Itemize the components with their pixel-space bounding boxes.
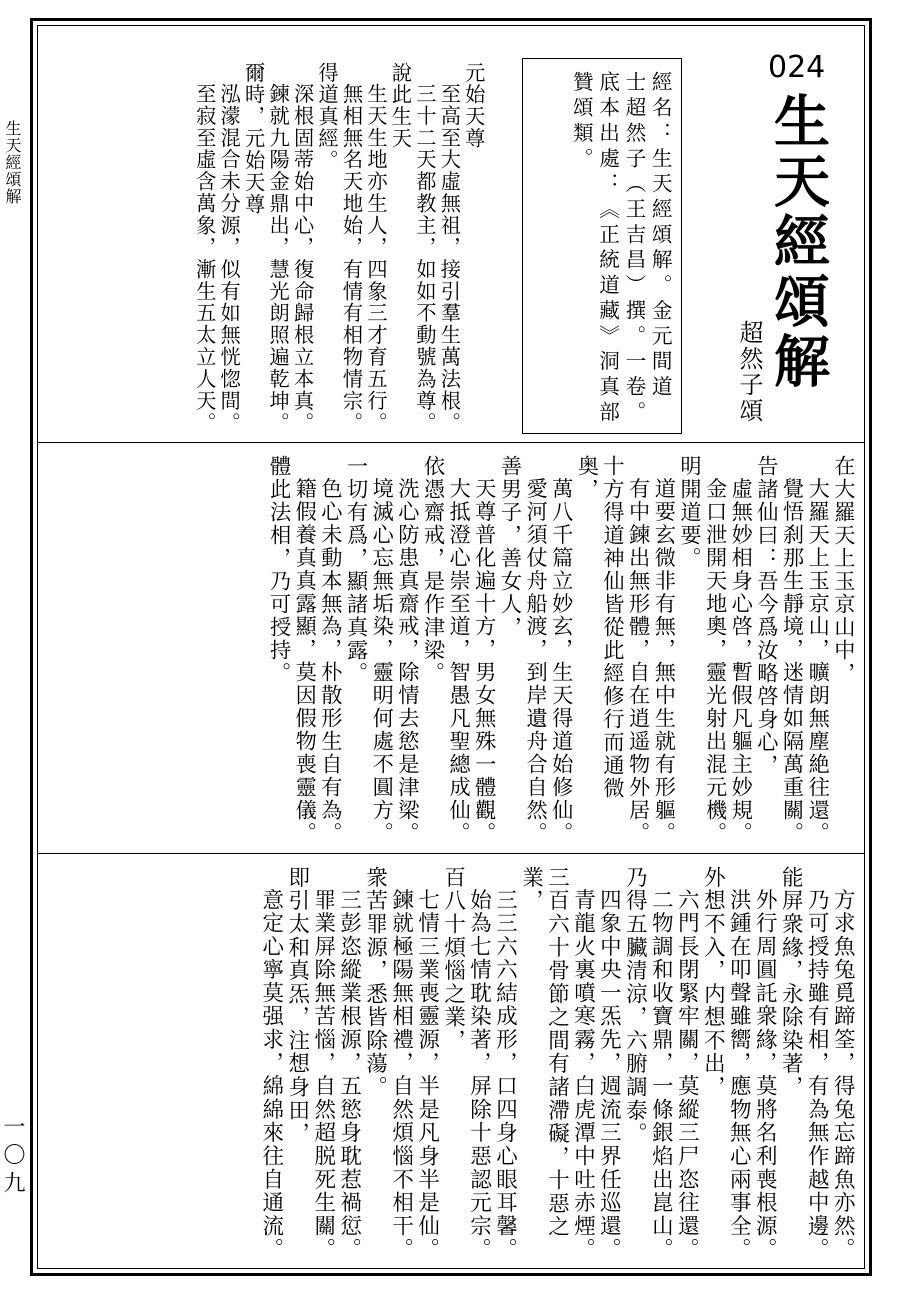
heading-line: 即引太和真炁，注想身田， <box>284 866 310 1146</box>
heading-line: 告諸仙曰：吾今爲汝略啓身心， <box>753 455 779 777</box>
verse-line: 二物調和收寶鼎，一條銀焰出崑山。 <box>648 888 674 1261</box>
verse-line: 大羅天上玉京山，曠朗無塵絶往還。 <box>804 477 830 845</box>
verse-line: 深根固蒂始中心，復命歸根立本真。 <box>290 83 314 434</box>
verse-line: 四象中央一炁先，週流三界任巡還。 <box>596 888 622 1261</box>
heading-line: 爾時，元始天尊 <box>241 62 265 216</box>
heading-line: 說此生天 <box>387 62 412 150</box>
heading-line: 乃得五臟清涼，六腑調泰。 <box>622 866 648 1146</box>
verse-line: 六門長閉緊牢關，莫縱三尸恣往還。 <box>674 888 700 1261</box>
verse-line: 境滅心忘無垢染，靈明何處不圓方。 <box>368 477 394 845</box>
verse-line: 籍假養真真露顯，莫因假物喪靈儀。 <box>291 477 317 845</box>
page-title: 生天經頌解 <box>765 92 831 392</box>
verse-line: 覺悟刹那生靜境，迷情如隔萬重關。 <box>778 477 804 845</box>
note-text <box>568 71 673 426</box>
margin-title: 生天經頌解 <box>3 120 22 205</box>
heading-line: 善男子，善女人， <box>496 455 522 639</box>
verse-line: 方求魚兔覓蹄筌，得兔忘蹄魚亦然。 <box>829 888 855 1261</box>
note-line: 經名：生天經頌解。金元間道 <box>648 71 673 401</box>
verse-line: 鍊就九陽金鼎出，慧光朗照遍乾坤。 <box>265 83 290 434</box>
verse-line: 青龍火裏噴寒霧，白虎潭中吐赤煙。 <box>570 888 596 1261</box>
heading-line: 依憑齋戒，是作津梁。 <box>419 455 445 685</box>
verse-line: 始為七情耽染著，屏除十惡認元宗。 <box>466 888 492 1261</box>
note-box <box>522 58 682 434</box>
heading-line: 業， <box>518 866 544 913</box>
verse-line: 生天生地亦生人，四象三才育五行。 <box>363 83 388 434</box>
heading-line: 三百六十骨節之間有諸滯礙，十惡之 <box>544 866 570 1239</box>
bottom-section-text <box>258 866 855 1261</box>
verse-line: 虛無妙相身心啓，暫假凡軀主妙規。 <box>727 477 753 845</box>
heading-line: 百八十煩惱之業， <box>440 866 466 1053</box>
verse-line: 無相無名天地始，有情有相物情宗。 <box>339 83 363 434</box>
verse-line: 洪鍾在叩聲雖嚮，應物無心兩事全。 <box>726 888 752 1261</box>
heading-line: 能屏衆緣，永除染著， <box>777 866 804 1099</box>
section-divider-1 <box>37 442 865 443</box>
heading-line: 體此法相，乃可授持。 <box>266 455 291 685</box>
verse-line: 至寂至虛含萬象，漸生五太立人天。 <box>192 83 216 434</box>
heading-line: 在大羅天上玉京山中， <box>830 455 855 685</box>
verse-line: 外行周圓託衆緣，莫將名利喪根源。 <box>751 888 778 1261</box>
author-line: 超然子頌 <box>735 320 763 424</box>
text-number: 024 <box>768 50 826 85</box>
heading-line: 外想不入，内想不出， <box>700 866 726 1099</box>
verse-line: 鍊就極陽無相禮，自然煩惱不相干。 <box>388 888 414 1261</box>
verse-line: 罪業屏除無苦惱，自然超脱死生關。 <box>310 888 336 1261</box>
note-line: 士超然子（王吉昌）撰。一卷。 <box>622 71 646 426</box>
heading-line: 衆苦罪源，悉皆除蕩。 <box>362 866 388 1099</box>
verse-line: 萬八千篇立妙玄，生天得道始修仙。 <box>548 477 573 845</box>
verse-line: 泓濛混合未分源，似有如無恍惚間。 <box>216 83 241 434</box>
note-line: 底本出處：《正統道藏》洞真部 <box>595 71 620 426</box>
heading-line: 元始天尊 <box>461 62 485 150</box>
heading-line: 明開道要。 <box>676 455 702 570</box>
verse-line: 道要玄微非有無，無中生就有形軀。 <box>650 477 676 845</box>
heading-line: 奥， <box>573 455 599 501</box>
verse-line: 色心未動本無為，朴散形生自有為。 <box>317 477 343 845</box>
verse-line: 有中鍊出無形體，自在逍遥物外居。 <box>625 477 650 845</box>
middle-section-text <box>265 455 855 845</box>
verse-line: 金口泄開天地奧，靈光射出混元機。 <box>702 477 727 845</box>
verse-line: 七情三業喪靈源，半是凡身半是仙。 <box>414 888 440 1261</box>
verse-line: 三十二天都教主，如如不動號為尊。 <box>412 83 437 434</box>
verse-line: 至高至大虛無祖，接引羣生萬法根。 <box>436 83 461 434</box>
top-section-text <box>191 62 485 434</box>
verse-line: 洗心防患真齋戒，除情去慾是津梁。 <box>394 477 420 845</box>
heading-line: 十方得道神仙皆從此經修行而通微 <box>599 455 625 800</box>
heading-line: 一切有爲，顯諸真露。 <box>342 455 368 685</box>
note-line: 贊頌類。 <box>569 71 594 173</box>
verse-line: 大抵澄心崇至道，智愚凡聖總成仙。 <box>445 477 471 845</box>
verse-line: 三三六六結成形，口四身心眼耳馨。 <box>492 888 518 1261</box>
section-divider-2 <box>37 853 865 854</box>
verse-line: 乃可授持雖有相，有為無作越中邊。 <box>803 888 830 1261</box>
heading-line: 得道真經。 <box>314 62 339 172</box>
page-number: 一〇九 <box>0 1115 25 1199</box>
verse-line: 三彭恣縱業根源，五慾身耽惹禍愆。 <box>336 888 362 1261</box>
verse-line: 意定心寧莫强求，綿綿來往自通流。 <box>258 888 284 1261</box>
verse-line: 愛河須仗舟船渡，到岸遺舟合自然。 <box>522 477 548 845</box>
verse-line: 天尊普化遍十方，男女無殊一體觀。 <box>471 477 496 845</box>
